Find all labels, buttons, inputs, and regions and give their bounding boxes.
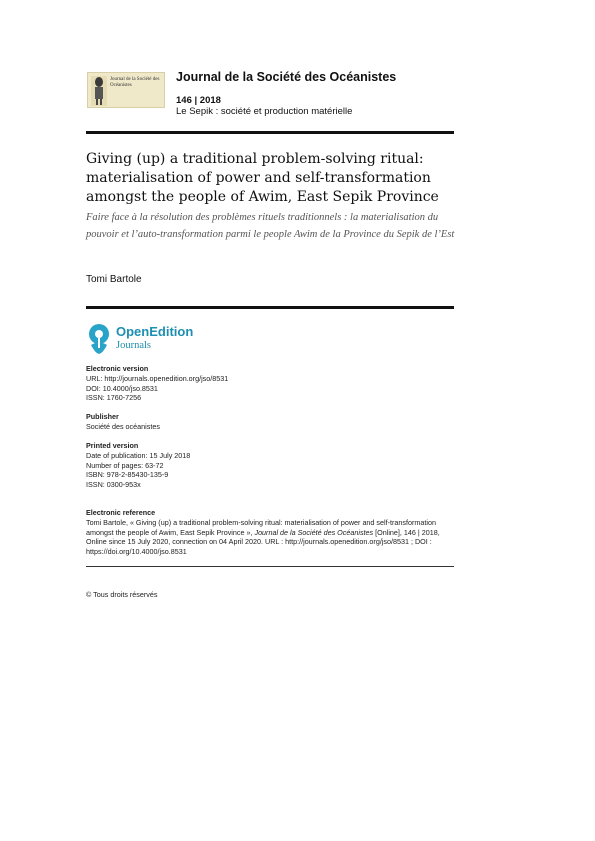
logo-text: Journal de la Société des Océanistes [110, 77, 160, 88]
header-divider [86, 131, 454, 134]
printed-isbn: ISBN: 978-2-85430-135-9 [86, 470, 169, 480]
reference-journal: Journal de la Société des Océanistes [254, 527, 374, 537]
publisher-name: Société des océanistes [86, 421, 160, 431]
article-title: Giving (up) a traditional problem-solving ritual: materialisation of power and self-transformation amongst the people of Awim, East Sepik Province [86, 151, 439, 205]
electronic-reference-heading: Electronic reference [86, 508, 156, 517]
openedition-flower-icon [86, 323, 112, 355]
openedition-name: OpenEdition [116, 324, 194, 339]
figure-icon [91, 76, 107, 106]
page-count: Number of pages: 63-72 [86, 460, 164, 470]
electronic-reference-text [86, 518, 458, 557]
electronic-version-heading: Electronic version [86, 364, 149, 373]
printed-version-heading: Printed version [86, 441, 139, 450]
issue-theme: Le Sepik : société et production matérielle [176, 106, 353, 117]
reference-part2: [Online], 146 | 2018, Online since 15 July 2020, connection on 04 April 2020. URL : http://journals.openedition.org/jso/8531 ; DOI : https://doi.org/10.4000/jso.8531 [86, 527, 440, 557]
author-name: Tomi Bartole [86, 274, 142, 285]
openedition-sub: Journals [116, 340, 151, 351]
publisher-block [86, 412, 458, 432]
printed-version-block [86, 441, 458, 490]
article-subtitle: Faire face à la résolution des problèmes rituels traditionnels : la materialisation du pouvoir et l’auto-transformation parmi le people Awim de la Province du Sepik de l’Est [86, 212, 455, 240]
electronic-doi[interactable]: DOI: 10.4000/jso.8531 [86, 383, 158, 393]
electronic-version-block [86, 364, 458, 403]
journal-title[interactable]: Journal de la Société des Océanistes [176, 70, 397, 84]
electronic-reference-block [86, 508, 458, 557]
article-divider [86, 306, 454, 309]
electronic-issn: ISSN: 1760-7256 [86, 393, 142, 403]
reference-part1: Tomi Bartole, « Giving (up) a traditional problem-solving ritual: materialisation of power and self-transformation amongst the people of Awim, East Sepik Province », [86, 517, 436, 537]
electronic-url[interactable]: URL: http://journals.openedition.org/jso/8531 [86, 373, 229, 383]
journal-logo [87, 72, 165, 108]
copyright-notice: © Tous droits réservés [86, 590, 158, 599]
reference-divider [86, 566, 454, 567]
printed-issn: ISSN: 0300-953x [86, 480, 141, 490]
publication-date: Date of publication: 15 July 2018 [86, 450, 191, 460]
publisher-heading: Publisher [86, 412, 119, 421]
issue-number: 146 | 2018 [176, 95, 221, 106]
openedition-logo[interactable] [86, 323, 226, 355]
